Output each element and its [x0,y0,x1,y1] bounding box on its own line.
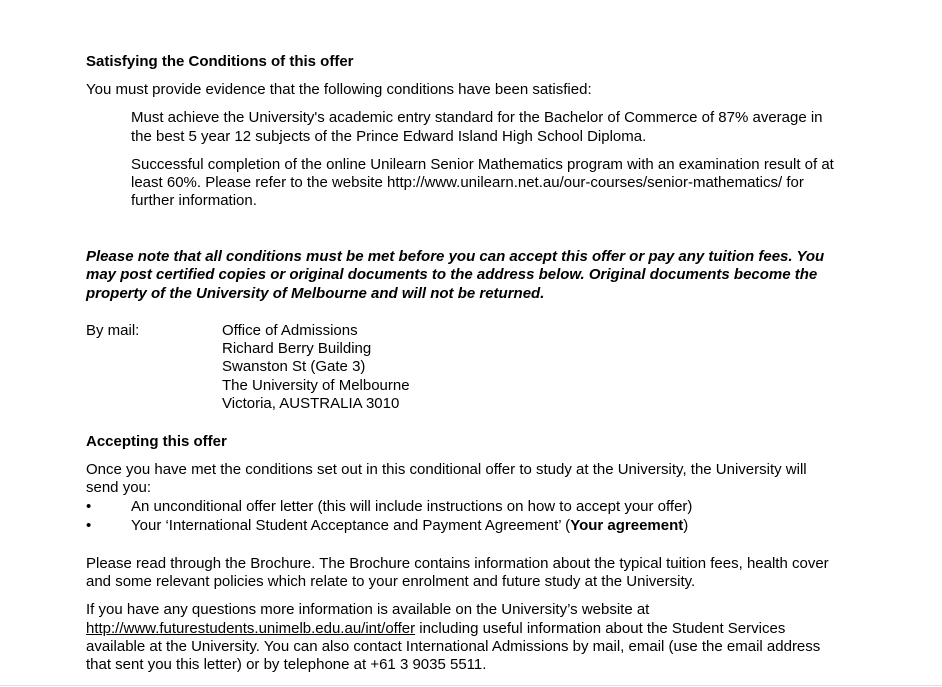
condition-1-line-2: the best 5 year 12 subjects of the Prince Edward Island High School Diploma. [131,128,647,145]
address-line: Richard Berry Building [222,340,372,357]
bullet-symbol: • [86,498,92,515]
address-line: Office of Admissions [222,322,358,339]
bullet-2-suffix: ) [683,517,689,534]
condition-1-line-1: Must achieve the University's academic entry standard for the Bachelor of Commerce of 87% average in [131,109,823,126]
bullet-item [0,517,942,536]
brochure-line-1: Please read through the Brochure. The Brochure contains information about the typical tuition fees, health cover [86,555,829,572]
note-line-2: may post certified copies or original documents to the address below. Original documents become the [86,266,818,283]
condition-2-line-3: further information. [131,192,257,209]
conditions-heading: Satisfying the Conditions of this offer [86,53,354,70]
bullet-2-prefix: Your ‘International Student Acceptance and Payment Agreement’ ( [131,517,571,534]
address-line: The University of Melbourne [222,377,410,394]
questions-line-4: that sent you this letter) or by telephone at +61 3 9035 5511. [86,656,487,673]
accepting-heading: Accepting this offer [86,433,227,450]
bullet-symbol: • [86,517,92,534]
mail-label: By mail: [86,322,140,339]
bullet-text [131,517,688,536]
accepting-intro-line-2: send you: [86,479,152,496]
accepting-intro-line-1: Once you have met the conditions set out in this conditional offer to study at the University, the University will [86,461,807,478]
address-line: Victoria, AUSTRALIA 3010 [222,395,400,412]
questions-line-2 [86,620,785,639]
questions-line-1: If you have any questions more information is available on the University’s website at [86,601,650,618]
condition-2-line-1: Successful completion of the online Unilearn Senior Mathematics program with an examination result of at [131,156,834,173]
note-line-1: Please note that all conditions must be met before you can accept this offer or pay any tuition fees. You [86,248,825,265]
note-line-3: property of the University of Melbourne and will not be returned. [86,285,545,302]
page-bottom-divider [0,685,942,686]
address-line: Swanston St (Gate 3) [222,358,366,375]
your-agreement-label: Your agreement [570,517,684,534]
conditions-intro: You must provide evidence that the following conditions have been satisfied: [86,81,592,98]
bullet-item [0,498,942,517]
bullet-text: An unconditional offer letter (this will include instructions on how to accept your offer) [131,498,693,515]
questions-line-3: available at the University. You can also contact International Admissions by mail, email (use the email address [86,638,821,655]
future-students-offer-link[interactable]: http://www.futurestudents.unimelb.edu.au/int/offer [86,620,416,637]
condition-2-line-2: least 60%. Please refer to the website http://www.unilearn.net.au/our-courses/senior-mathematics/ for [131,174,804,191]
brochure-line-2: and some relevant policies which relate to your enrolment and future study at the University. [86,573,696,590]
questions-line-2-rest: including useful information about the Student Services [415,620,786,637]
